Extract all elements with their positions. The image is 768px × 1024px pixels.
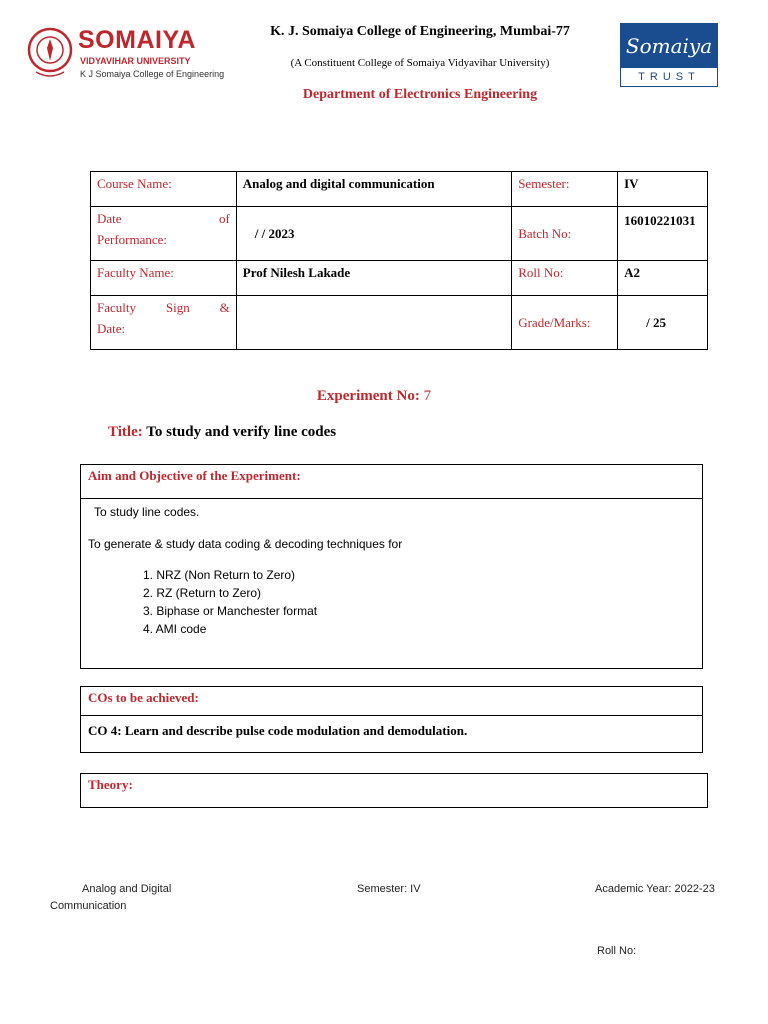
theory-heading: Theory: <box>88 777 133 792</box>
line-code-list <box>143 566 317 638</box>
cos-box <box>80 686 703 753</box>
faculty-sign-word: Date: <box>97 321 126 336</box>
course-name-label: Course Name: <box>91 172 237 207</box>
theory-box <box>80 773 708 808</box>
table-row <box>91 172 708 207</box>
grade-value: / 25 <box>618 296 708 350</box>
roll-value: A2 <box>618 261 708 296</box>
college-name: K. J. Somaiya College of Engineering, Mumbai-77 <box>270 24 570 39</box>
semester-label: Semester: <box>512 172 618 207</box>
logo-college-text: K J Somaiya College of Engineering <box>80 69 225 79</box>
department-name: Department of Electronics Engineering <box>302 87 538 102</box>
semester-value: IV <box>618 172 708 207</box>
trust-logo-script: Somaiya <box>621 24 717 68</box>
faculty-name-label: Faculty Name: <box>91 261 237 296</box>
aim-heading: Aim and Objective of the Experiment: <box>81 465 702 499</box>
aim-objective-box <box>80 464 703 669</box>
logo-university-text: VIDYAVIHAR UNIVERSITY <box>80 56 191 66</box>
grade-label: Grade/Marks: <box>512 296 618 350</box>
list-item: 2. RZ (Return to Zero) <box>143 586 262 600</box>
experiment-number-prefix: Experiment No: <box>316 388 424 404</box>
faculty-sign-label-cell <box>91 296 237 350</box>
list-item: 3. Biphase or Manchester format <box>143 604 318 618</box>
date-label-line <box>97 211 230 227</box>
cos-text: CO 4: Learn and describe pulse code modulation and demodulation. <box>88 723 468 738</box>
list-item: 4. AMI code <box>143 622 207 636</box>
footer-roll-no: Roll No: <box>597 945 637 957</box>
course-name-value: Analog and digital communication <box>236 172 511 207</box>
faculty-sign-value <box>236 296 511 350</box>
roll-label: Roll No: <box>512 261 618 296</box>
experiment-number <box>90 388 658 405</box>
faculty-sign-word: Faculty <box>97 300 136 315</box>
experiment-title-text: To study and verify line codes <box>146 424 337 440</box>
experiment-title-label: Title: <box>108 424 147 440</box>
footer-semester: Semester: IV <box>357 883 421 895</box>
faculty-sign-word: & <box>219 300 230 315</box>
somaiya-trust-logo <box>620 23 718 87</box>
footer-course-line-2: Communication <box>50 900 127 912</box>
university-seal-icon <box>26 24 74 82</box>
somaiya-university-logo <box>26 24 226 84</box>
table-row <box>91 261 708 296</box>
footer-course-line-1: Analog and Digital <box>82 883 172 895</box>
footer-academic-year: Academic Year: 2022-23 <box>595 883 715 895</box>
faculty-name-value: Prof Nilesh Lakade <box>236 261 511 296</box>
table-row <box>91 207 708 261</box>
trust-logo-word: TRUST <box>638 71 700 83</box>
date-label-word: Date <box>97 211 122 226</box>
faculty-sign-word: Sign <box>165 300 190 315</box>
list-item: 1. NRZ (Non Return to Zero) <box>143 568 296 582</box>
aim-line-1: To study line codes. <box>94 505 200 519</box>
college-subtitle: (A Constituent College of Somaiya Vidyavihar University) <box>290 57 550 69</box>
table-row <box>91 296 708 350</box>
date-value: / / 2023 <box>236 207 511 261</box>
date-label-word: Performance: <box>97 232 168 247</box>
aim-line-2: To generate & study data coding & decoding techniques for <box>88 537 403 551</box>
date-label-cell <box>91 207 237 261</box>
experiment-number-value: 7 <box>423 388 432 404</box>
course-info-table <box>90 171 708 350</box>
experiment-title <box>108 424 336 441</box>
batch-value: 16010221031 <box>618 207 708 261</box>
faculty-sign-label-line <box>97 300 230 316</box>
cos-heading: COs to be achieved: <box>81 687 702 716</box>
batch-label: Batch No: <box>512 207 618 261</box>
date-label-word: of <box>218 211 230 226</box>
logo-brand-text: SOMAIYA <box>78 26 196 54</box>
